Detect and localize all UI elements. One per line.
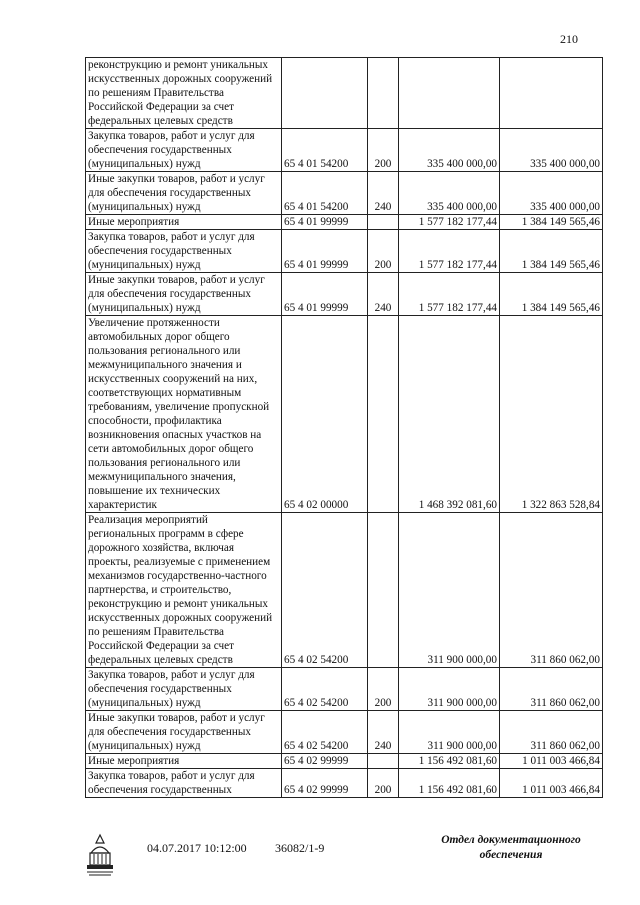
row-name: реконструкцию и ремонт уникальных искусственных дорожных сооружений по решениям Правительства Российской Федерации за счет федеральных целевых средств [86,58,282,129]
footer-timestamp: 04.07.2017 10:12:00 [147,841,247,855]
row-vr [368,215,399,230]
table-row [86,273,603,316]
row-code: 65 4 01 99999 [282,215,368,230]
row-sum-2: 1 384 149 565,46 [500,273,603,316]
row-sum-1: 1 156 492 081,60 [399,769,500,798]
row-code: 65 4 02 54200 [282,513,368,668]
table-row [86,668,603,711]
row-vr: 240 [368,273,399,316]
row-vr: 240 [368,711,399,754]
row-vr: 200 [368,129,399,172]
row-sum-1: 1 577 182 177,44 [399,273,500,316]
row-sum-1: 311 900 000,00 [399,668,500,711]
row-name: Иные мероприятия [86,754,282,769]
table-row [86,316,603,513]
row-code: 65 4 02 54200 [282,711,368,754]
footer-doc-number: 36082/1-9 [275,841,325,855]
row-code: 65 4 01 54200 [282,172,368,215]
row-code: 65 4 02 54200 [282,668,368,711]
row-sum-2: 335 400 000,00 [500,129,603,172]
row-sum-1: 335 400 000,00 [399,129,500,172]
table-row [86,129,603,172]
row-name: Закупка товаров, работ и услуг для обеспечения государственных (муниципальных) нужд [86,668,282,711]
row-sum-1: 1 156 492 081,60 [399,754,500,769]
row-name: Иные закупки товаров, работ и услуг для обеспечения государственных (муниципальных) нужд [86,172,282,215]
row-sum-2: 1 322 863 528,84 [500,316,603,513]
table-row [86,172,603,215]
row-sum-2: 311 860 062,00 [500,513,603,668]
row-sum-1 [399,58,500,129]
row-sum-2: 1 011 003 466,84 [500,754,603,769]
table-row [86,711,603,754]
row-sum-1: 311 900 000,00 [399,513,500,668]
row-code: 65 4 02 99999 [282,769,368,798]
table-row [86,513,603,668]
row-sum-2: 335 400 000,00 [500,172,603,215]
row-sum-1: 335 400 000,00 [399,172,500,215]
row-sum-2: 311 860 062,00 [500,711,603,754]
row-sum-1: 311 900 000,00 [399,711,500,754]
row-sum-2: 1 384 149 565,46 [500,230,603,273]
row-code: 65 4 01 99999 [282,273,368,316]
row-name: Закупка товаров, работ и услуг для обеспечения государственных [86,769,282,798]
table-row [86,754,603,769]
row-vr: 200 [368,769,399,798]
row-code: 65 4 01 54200 [282,129,368,172]
row-vr [368,58,399,129]
row-name: Иные закупки товаров, работ и услуг для обеспечения государственных (муниципальных) нужд [86,273,282,316]
row-sum-1: 1 468 392 081,60 [399,316,500,513]
row-vr: 240 [368,172,399,215]
row-sum-2: 1 384 149 565,46 [500,215,603,230]
row-name: Увеличение протяженности автомобильных дорог общего пользования регионального или межмуниципального значения и искусственных сооружений на них, соответствующих нормативным требованиям, увеличение пропускной способности, профилактика возникновения опасных участков на сети автомобильных дорог общего пользования регионального или межмуниципального значения, повышение их технических характеристик [86,316,282,513]
row-sum-2: 311 860 062,00 [500,668,603,711]
footer-department-line2: обеспечения [479,849,543,861]
budget-table [85,57,603,798]
row-name: Иные мероприятия [86,215,282,230]
row-vr [368,316,399,513]
row-vr: 200 [368,230,399,273]
row-code [282,58,368,129]
row-name: Иные закупки товаров, работ и услуг для обеспечения государственных (муниципальных) нужд [86,711,282,754]
row-name: Закупка товаров, работ и услуг для обеспечения государственных (муниципальных) нужд [86,230,282,273]
footer-department-line1: Отдел документационного [441,834,581,846]
table-row [86,769,603,798]
row-name: Закупка товаров, работ и услуг для обеспечения государственных (муниципальных) нужд [86,129,282,172]
row-vr [368,513,399,668]
row-sum-1: 1 577 182 177,44 [399,230,500,273]
row-sum-1: 1 577 182 177,44 [399,215,500,230]
footer-department [421,833,601,863]
page-number: 210 [560,32,578,46]
page-footer [85,833,605,883]
row-code: 65 4 01 99999 [282,230,368,273]
duma-building-icon [85,833,115,877]
row-sum-2: 1 011 003 466,84 [500,769,603,798]
row-vr [368,754,399,769]
table-row [86,215,603,230]
row-code: 65 4 02 99999 [282,754,368,769]
row-vr: 200 [368,668,399,711]
row-sum-2 [500,58,603,129]
table-row [86,230,603,273]
row-code: 65 4 02 00000 [282,316,368,513]
table-row [86,58,603,129]
row-name: Реализация мероприятий региональных программ в сфере дорожного хозяйства, включая проекты, реализуемые с применением механизмов государственно-частного партнерства, и строительство, реконструкцию и ремонт уникальных искусственных дорожных сооружений по решениям Правительства Российской Федерации за счет федеральных целевых средств [86,513,282,668]
